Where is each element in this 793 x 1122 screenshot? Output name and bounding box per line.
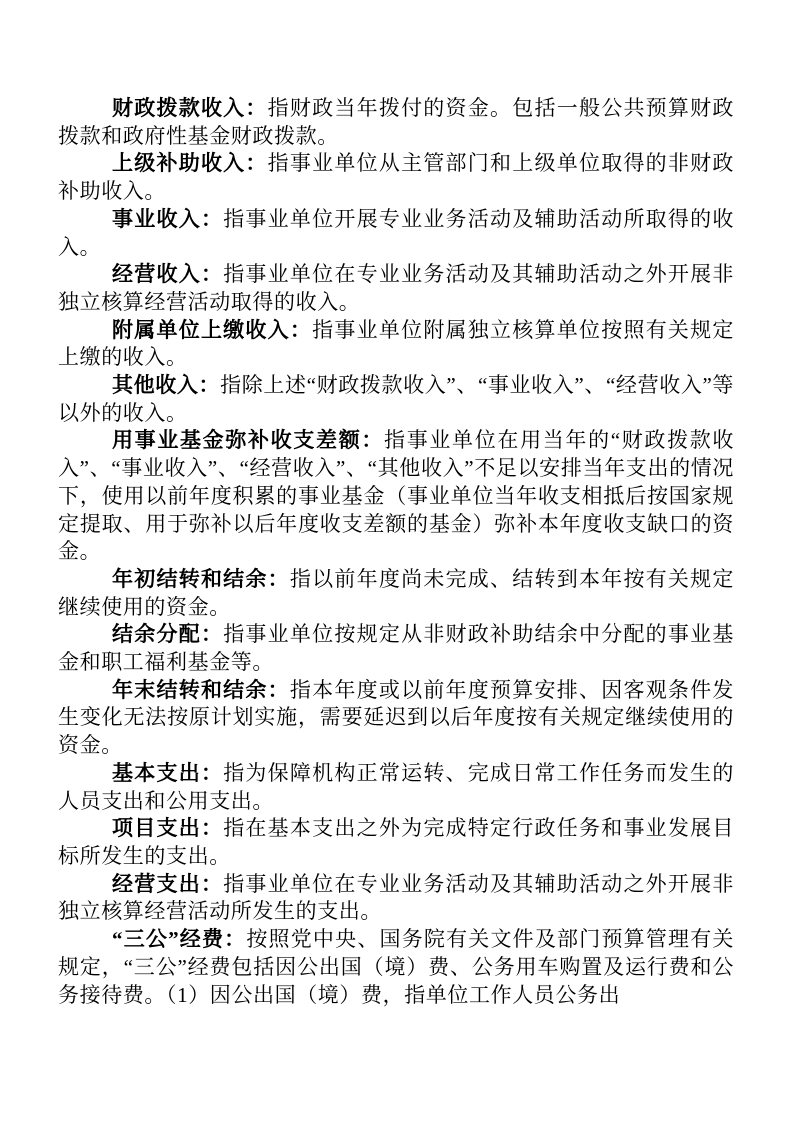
glossary-paragraph: [58, 150, 734, 205]
glossary-paragraph: [58, 566, 734, 621]
glossary-paragraph: [58, 372, 734, 427]
term-label: 结余分配：: [112, 622, 224, 647]
term-label: 附属单位上缴收入：: [112, 317, 313, 342]
term-definition: 指事业单位开展专业业务活动及辅助活动所取得的收入。: [58, 206, 734, 259]
term-label: 基本支出：: [112, 760, 224, 785]
term-label: 经营收入：: [112, 262, 224, 287]
glossary-paragraph: [58, 261, 734, 316]
term-label: 经营支出：: [112, 871, 224, 896]
term-definition: 按照党中央、国务院有关文件及部门预算管理有关规定，“三公”经费包括因公出国（境）费、公务用车购置及运行费和公务接待费。（1）因公出国（境）费，指单位工作人员公务出: [58, 927, 735, 1007]
glossary-paragraph: [58, 206, 734, 261]
glossary-paragraph: [58, 760, 734, 815]
term-definition: 指事业单位在用当年的“财政拨款收入”、“事业收入”、“经营收入”、“其他收入”不足以安排当年支出的情况下，使用以前年度积累的事业基金（事业单位当年收支相抵后按国家规定提取、用于弥补以后年度收支差额的基金）弥补本年度收支缺口的资金。: [58, 428, 735, 564]
glossary-paragraph: [58, 815, 734, 870]
term-label: 用事业基金弥补收支差额：: [112, 428, 385, 453]
term-definition: 指为保障机构正常运转、完成日常工作任务而发生的人员支出和公用支出。: [58, 760, 734, 813]
term-definition: 指事业单位附属独立核算单位按照有关规定上缴的收入。: [58, 317, 734, 370]
term-definition: 指在基本支出之外为完成特定行政任务和事业发展目标所发生的支出。: [58, 816, 734, 868]
term-label: 财政拨款收入：: [112, 96, 268, 120]
glossary-paragraph: [58, 926, 734, 1009]
glossary-paragraph: [58, 427, 734, 566]
term-definition: 指财政当年拨付的资金。包括一般公共预算财政拨款和政府性基金财政拨款。: [58, 96, 734, 148]
term-label: 项目支出：: [112, 816, 224, 841]
term-label: “三公”经费：: [112, 927, 247, 952]
term-label: 其他收入：: [112, 373, 221, 398]
term-definition: 指事业单位在专业业务活动及其辅助活动之外开展非独立核算经营活动所发生的支出。: [58, 871, 734, 924]
term-definition: 指事业单位从主管部门和上级单位取得的非财政补助收入。: [58, 151, 734, 204]
glossary-paragraph: [58, 317, 734, 372]
term-definition: 指除上述“财政拨款收入”、“事业收入”、“经营收入”等以外的收入。: [58, 373, 734, 425]
document-body: [58, 95, 734, 1009]
term-label: 年末结转和结余：: [112, 677, 290, 702]
term-definition: 指事业单位在专业业务活动及其辅助活动之外开展非独立核算经营活动取得的收入。: [58, 262, 734, 314]
glossary-paragraph: [58, 871, 734, 926]
term-label: 年初结转和结余：: [112, 566, 290, 591]
term-definition: 指事业单位按规定从非财政补助结余中分配的事业基金和职工福利基金等。: [58, 622, 734, 675]
glossary-paragraph: [58, 677, 734, 760]
term-label: 上级补助收入：: [112, 151, 268, 176]
term-label: 事业收入：: [112, 206, 224, 231]
glossary-paragraph: [58, 621, 734, 676]
glossary-paragraph: [58, 95, 734, 150]
term-definition: 指本年度或以前年度预算安排、因客观条件发生变化无法按原计划实施，需要延迟到以后年度按有关规定继续使用的资金。: [58, 677, 734, 758]
term-definition: 指以前年度尚未完成、结转到本年按有关规定继续使用的资金。: [58, 566, 734, 619]
